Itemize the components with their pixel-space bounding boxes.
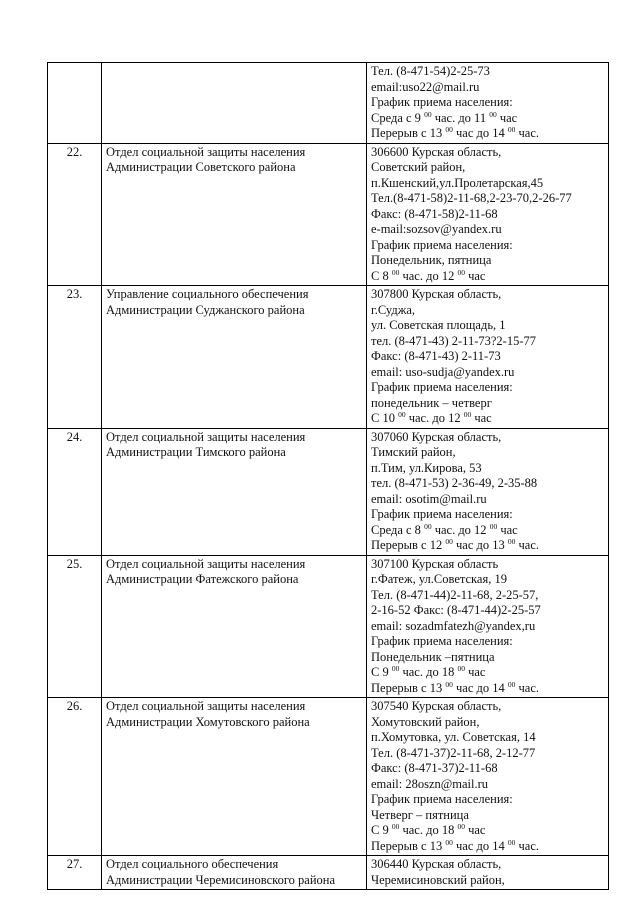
contact-line-text: час. до 18 [399,823,458,837]
contact-line-text: час до 14 [452,126,508,140]
contact-line [371,126,604,142]
time-minutes-superscript: 00 [424,109,432,119]
table-row [48,698,609,856]
time-minutes-superscript: 00 [445,537,453,546]
contact-line-text: час [464,823,486,837]
contact-line-text: час [497,522,518,537]
time-minutes-superscript: 00 [463,410,472,419]
social-protection-offices-table [47,62,609,890]
office-name-cell [102,143,367,286]
contact-line: п.Кшенский,ул.Пролетарская,45 [371,175,544,190]
contact-line: График приема населения: [371,237,513,252]
contact-line: г.Суджа, [371,302,416,317]
row-number: 27. [48,856,102,890]
row-number: 22. [48,143,102,286]
office-name-cell [102,856,367,890]
contact-line: Тел. (8-471-44)2-11-68, 2-25-57, [371,587,539,602]
row-number: 25. [48,555,102,698]
office-name-line: Отдел социальной защиты населения [106,429,306,444]
office-name-line: Администрации Суджанского района [106,302,305,317]
office-name-line: Управление социального обеспечения [106,287,309,301]
contact-line: 306440 Курская область, [371,857,502,871]
office-name-line: Отдел социальной защиты населения [106,144,306,159]
time-minutes-superscript: 00 [457,267,465,277]
office-name-cell [102,555,367,698]
time-minutes-superscript: 00 [457,822,465,831]
contact-line-text: час. до 12 [405,411,464,425]
contact-line: г.Фатеж, ул.Советская, 19 [371,572,507,586]
contact-line: Тел.(8-471-58)2-11-68,2-23-70,2-26-77 [371,191,572,205]
office-name-line: Администрации Тимского района [106,445,286,459]
contact-line: График приема населения: [371,380,513,394]
contact-line: 307540 Курская область, [371,699,502,713]
office-name-cell [102,698,367,856]
contact-line: Советский район, [371,160,466,174]
contact-line: График приема населения: [371,634,513,648]
contact-line: email:uso22@mail.ru [371,79,480,94]
contact-line: Тел. (8-471-54)2-25-73 [371,64,490,78]
contact-line-text: час. до 12 [399,268,458,283]
contact-line: Хомутовский район, [371,714,480,729]
contact-line: Черемисиновский район, [371,872,505,887]
contact-line-text: час [464,268,486,283]
contact-line: e-mail:sozsov@yandex.ru [371,222,502,236]
contact-line: 306600 Курская область, [371,144,502,159]
contact-line-text: С 10 [371,411,399,425]
office-name-line: Администрации Фатежского района [106,572,299,586]
contact-line: 307060 Курская область, [371,429,502,444]
row-number: 26. [48,698,102,856]
contact-line: тел. (8-471-53) 2-36-49, 2-35-88 [371,476,538,490]
time-minutes-superscript: 00 [489,521,498,531]
office-name-line: Администрации Советского района [106,160,296,174]
office-name-line: Отдел социальной защиты населения [106,699,306,713]
table-row [48,555,609,698]
contact-line-text: Перерыв с 13 [371,838,446,853]
time-minutes-superscript: 00 [391,267,400,277]
contact-line: п.Тим, ул.Кирова, 53 [371,460,482,475]
contact-line: Понедельник –пятница [371,649,495,664]
contact-line: 307800 Курская область, [371,287,502,301]
time-minutes-superscript: 00 [391,822,400,831]
office-name-line: Администрации Хомутовского района [106,714,310,729]
contact-line [371,665,604,681]
contact-line [371,823,604,839]
contact-line-text: час [471,411,492,425]
contact-line: Факс: (8-471-37)2-11-68 [371,761,498,775]
office-name-line: Администрации Черемисиновского района [106,872,335,887]
contact-line: Тимский район, [371,445,456,459]
contact-line-text: час до 14 [452,680,508,695]
contact-line-text: час. [515,538,539,552]
time-minutes-superscript: 00 [445,125,453,134]
table-row [48,143,609,286]
contact-line: ул. Советская площадь, 1 [371,318,506,332]
contact-line-text: Перерыв с 13 [371,680,446,695]
contact-line-text: Среда с 9 [371,110,425,125]
contact-line [371,269,604,285]
time-minutes-superscript: 00 [445,679,453,689]
contact-line-text: час. [515,680,539,695]
table-row [48,856,609,890]
contact-line-text: С 9 [371,665,392,679]
contact-line: Тел. (8-471-37)2-11-68, 2-12-77 [371,745,536,760]
contact-line-text: С 8 [371,268,392,283]
time-minutes-superscript: 00 [489,109,497,119]
time-minutes-superscript: 00 [507,837,516,847]
contact-line-text: час до 14 [452,838,508,853]
table-body [48,63,609,890]
contact-info-cell [367,428,609,555]
contact-line: понедельник – четверг [371,395,492,410]
table-row [48,286,609,429]
contact-line-text: час [496,110,518,125]
row-number: 23. [48,286,102,429]
contact-line: email: 28oszn@mail.ru [371,776,489,791]
contact-line-text: час. [515,838,539,853]
contact-line: Понедельник, пятница [371,253,492,267]
contact-line: 2-16-52 Факс: (8-471-44)2-25-57 [371,603,541,617]
office-name-cell [102,286,367,429]
contact-line-text: Среда с 8 [371,522,425,537]
office-name-line: Отдел социального обеспечения [106,857,279,871]
office-name-cell [102,63,367,144]
contact-line: email: sozadmfatezh@yandex,ru [371,618,536,633]
contact-info-cell [367,63,609,144]
contact-line-text: час. [515,126,539,140]
contact-line [371,839,604,855]
time-minutes-superscript: 00 [507,125,516,134]
contact-line [371,538,604,554]
table-row [48,428,609,555]
time-minutes-superscript: 00 [507,679,516,689]
time-minutes-superscript: 00 [445,837,453,847]
contact-info-cell [367,698,609,856]
contact-line: п.Хомутовка, ул. Советская, 14 [371,730,536,744]
contact-line [371,681,604,697]
contact-line [371,523,604,539]
contact-line-text: час. до 12 [431,522,490,537]
contact-line-text: час до 13 [452,538,508,552]
table-row [48,63,609,144]
time-minutes-superscript: 00 [457,664,465,673]
contact-line [371,111,604,127]
row-number: 24. [48,428,102,555]
contact-line-text: Перерыв с 12 [371,538,446,552]
contact-line-text: час [464,665,486,679]
contact-line: График приема населения: [371,507,513,521]
contact-line: График приема населения: [371,95,513,109]
office-name-line: Отдел социальной защиты населения [106,556,306,571]
contact-line: 307100 Курская область [371,556,499,571]
time-minutes-superscript: 00 [507,537,516,546]
contact-info-cell [367,143,609,286]
contact-line: Четверг – пятница [371,807,469,822]
contact-line [371,411,604,427]
contact-line: Факс: (8-471-43) 2-11-73 [371,349,501,363]
contact-info-cell [367,555,609,698]
contact-info-cell [367,286,609,429]
time-minutes-superscript: 00 [424,521,432,531]
time-minutes-superscript: 00 [398,410,406,419]
row-number [48,63,102,144]
office-name-cell [102,428,367,555]
contact-line: тел. (8-471-43) 2-11-73?2-15-77 [371,333,537,348]
contact-info-cell [367,856,609,890]
contact-line-text: Перерыв с 13 [371,126,446,140]
contact-line-text: час. до 18 [399,665,458,679]
contact-line: email: uso-sudja@yandex.ru [371,364,515,379]
contact-line-text: час. до 11 [431,110,490,125]
time-minutes-superscript: 00 [391,664,400,673]
contact-line: Факс: (8-471-58)2-11-68 [371,206,498,221]
contact-line-text: С 9 [371,823,392,837]
contact-line: email: osotim@mail.ru [371,491,487,506]
contact-line: График приема населения: [371,792,513,806]
